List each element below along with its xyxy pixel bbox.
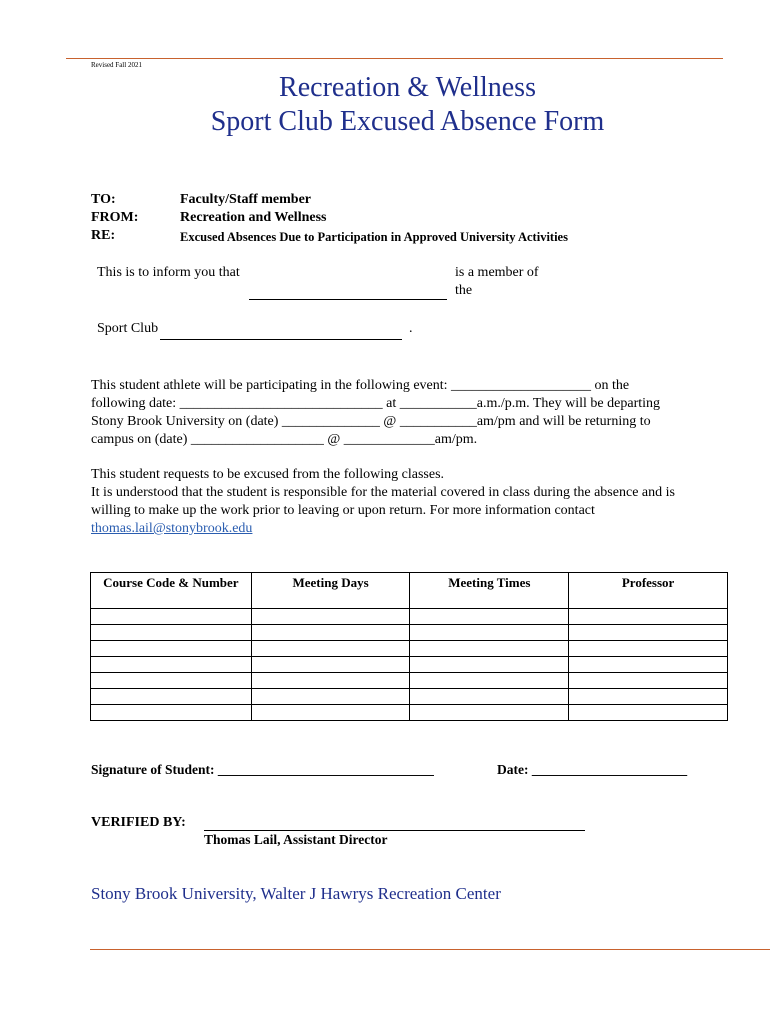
sport-club-field[interactable] bbox=[160, 339, 402, 340]
student-name-field[interactable] bbox=[249, 299, 447, 300]
inform-text: This is to inform you that bbox=[97, 265, 240, 280]
verifier-name: Thomas Lail, Assistant Director bbox=[204, 832, 388, 847]
table-row bbox=[91, 609, 728, 625]
table-cell[interactable] bbox=[251, 673, 410, 689]
course-table bbox=[90, 572, 728, 721]
table-cell[interactable] bbox=[410, 609, 569, 625]
event-line-2: following date: _____________________________ at ___________a.m./p.m. They will be departing bbox=[91, 396, 661, 411]
classes-line-2: It is understood that the student is responsible for the material covered in class during the absence and is bbox=[91, 485, 675, 500]
to-label: TO: bbox=[91, 192, 116, 207]
signature-date-field[interactable]: Date: _______________________ bbox=[497, 762, 688, 777]
revised-note: Revised Fall 2021 bbox=[91, 61, 142, 69]
top-divider bbox=[66, 58, 723, 59]
verified-label: VERIFIED BY: bbox=[91, 815, 186, 830]
table-cell[interactable] bbox=[91, 609, 252, 625]
from-label: FROM: bbox=[91, 210, 139, 225]
re-value: Excused Absences Due to Participation in Approved University Activities bbox=[180, 230, 568, 244]
table-cell[interactable] bbox=[251, 625, 410, 641]
bottom-divider bbox=[90, 949, 770, 950]
table-cell[interactable] bbox=[251, 641, 410, 657]
col-meeting-times: Meeting Times bbox=[410, 573, 569, 609]
table-cell[interactable] bbox=[410, 689, 569, 705]
table-cell[interactable] bbox=[410, 641, 569, 657]
sport-club-period: . bbox=[409, 321, 413, 336]
event-line-4: campus on (date) ___________________ @ _____________am/pm. bbox=[91, 432, 478, 447]
table-cell[interactable] bbox=[569, 641, 728, 657]
col-meeting-days: Meeting Days bbox=[251, 573, 410, 609]
table-cell[interactable] bbox=[251, 705, 410, 721]
table-cell[interactable] bbox=[569, 625, 728, 641]
table-cell[interactable] bbox=[410, 705, 569, 721]
contact-email-link[interactable]: thomas.lail@stonybrook.edu bbox=[91, 521, 253, 536]
table-cell[interactable] bbox=[569, 609, 728, 625]
table-row bbox=[91, 641, 728, 657]
event-line-1: This student athlete will be participating in the following event: ____________________ on the bbox=[91, 378, 630, 393]
table-cell[interactable] bbox=[569, 657, 728, 673]
table-row bbox=[91, 657, 728, 673]
table-row bbox=[91, 625, 728, 641]
table-cell[interactable] bbox=[410, 657, 569, 673]
table-cell[interactable] bbox=[251, 657, 410, 673]
classes-line-1: This student requests to be excused from the following classes. bbox=[91, 467, 445, 482]
table-cell[interactable] bbox=[410, 625, 569, 641]
student-signature-field[interactable]: Signature of Student: ________________________________ bbox=[91, 762, 434, 777]
table-row bbox=[91, 673, 728, 689]
classes-line-3: willing to make up the work prior to leaving or upon return. For more information contact bbox=[91, 503, 595, 518]
footer-text: Stony Brook University, Walter J Hawrys Recreation Center bbox=[91, 884, 501, 903]
table-cell[interactable] bbox=[410, 673, 569, 689]
table-cell[interactable] bbox=[251, 609, 410, 625]
form-title-line2: Sport Club Excused Absence Form bbox=[210, 106, 605, 137]
form-title-line1: Recreation & Wellness bbox=[279, 72, 536, 103]
table-cell[interactable] bbox=[569, 705, 728, 721]
table-cell[interactable] bbox=[569, 673, 728, 689]
table-cell[interactable] bbox=[91, 689, 252, 705]
table-cell[interactable] bbox=[251, 689, 410, 705]
table-cell[interactable] bbox=[569, 689, 728, 705]
col-professor: Professor bbox=[569, 573, 728, 609]
member-text: is a member of bbox=[455, 265, 539, 280]
sport-club-text: Sport Club bbox=[97, 321, 159, 336]
event-line-3: Stony Brook University on (date) ______________ @ ___________am/pm and will be returning to bbox=[91, 414, 651, 429]
table-cell[interactable] bbox=[91, 625, 252, 641]
table-cell[interactable] bbox=[91, 673, 252, 689]
from-value: Recreation and Wellness bbox=[180, 210, 327, 225]
the-text: the bbox=[455, 283, 473, 298]
to-value: Faculty/Staff member bbox=[180, 192, 312, 207]
re-label: RE: bbox=[91, 228, 116, 243]
table-row bbox=[91, 689, 728, 705]
verified-signature-field[interactable] bbox=[204, 830, 585, 831]
table-cell[interactable] bbox=[91, 657, 252, 673]
col-course-code: Course Code & Number bbox=[91, 573, 252, 609]
table-cell[interactable] bbox=[91, 705, 252, 721]
table-row bbox=[91, 705, 728, 721]
table-cell[interactable] bbox=[91, 641, 252, 657]
